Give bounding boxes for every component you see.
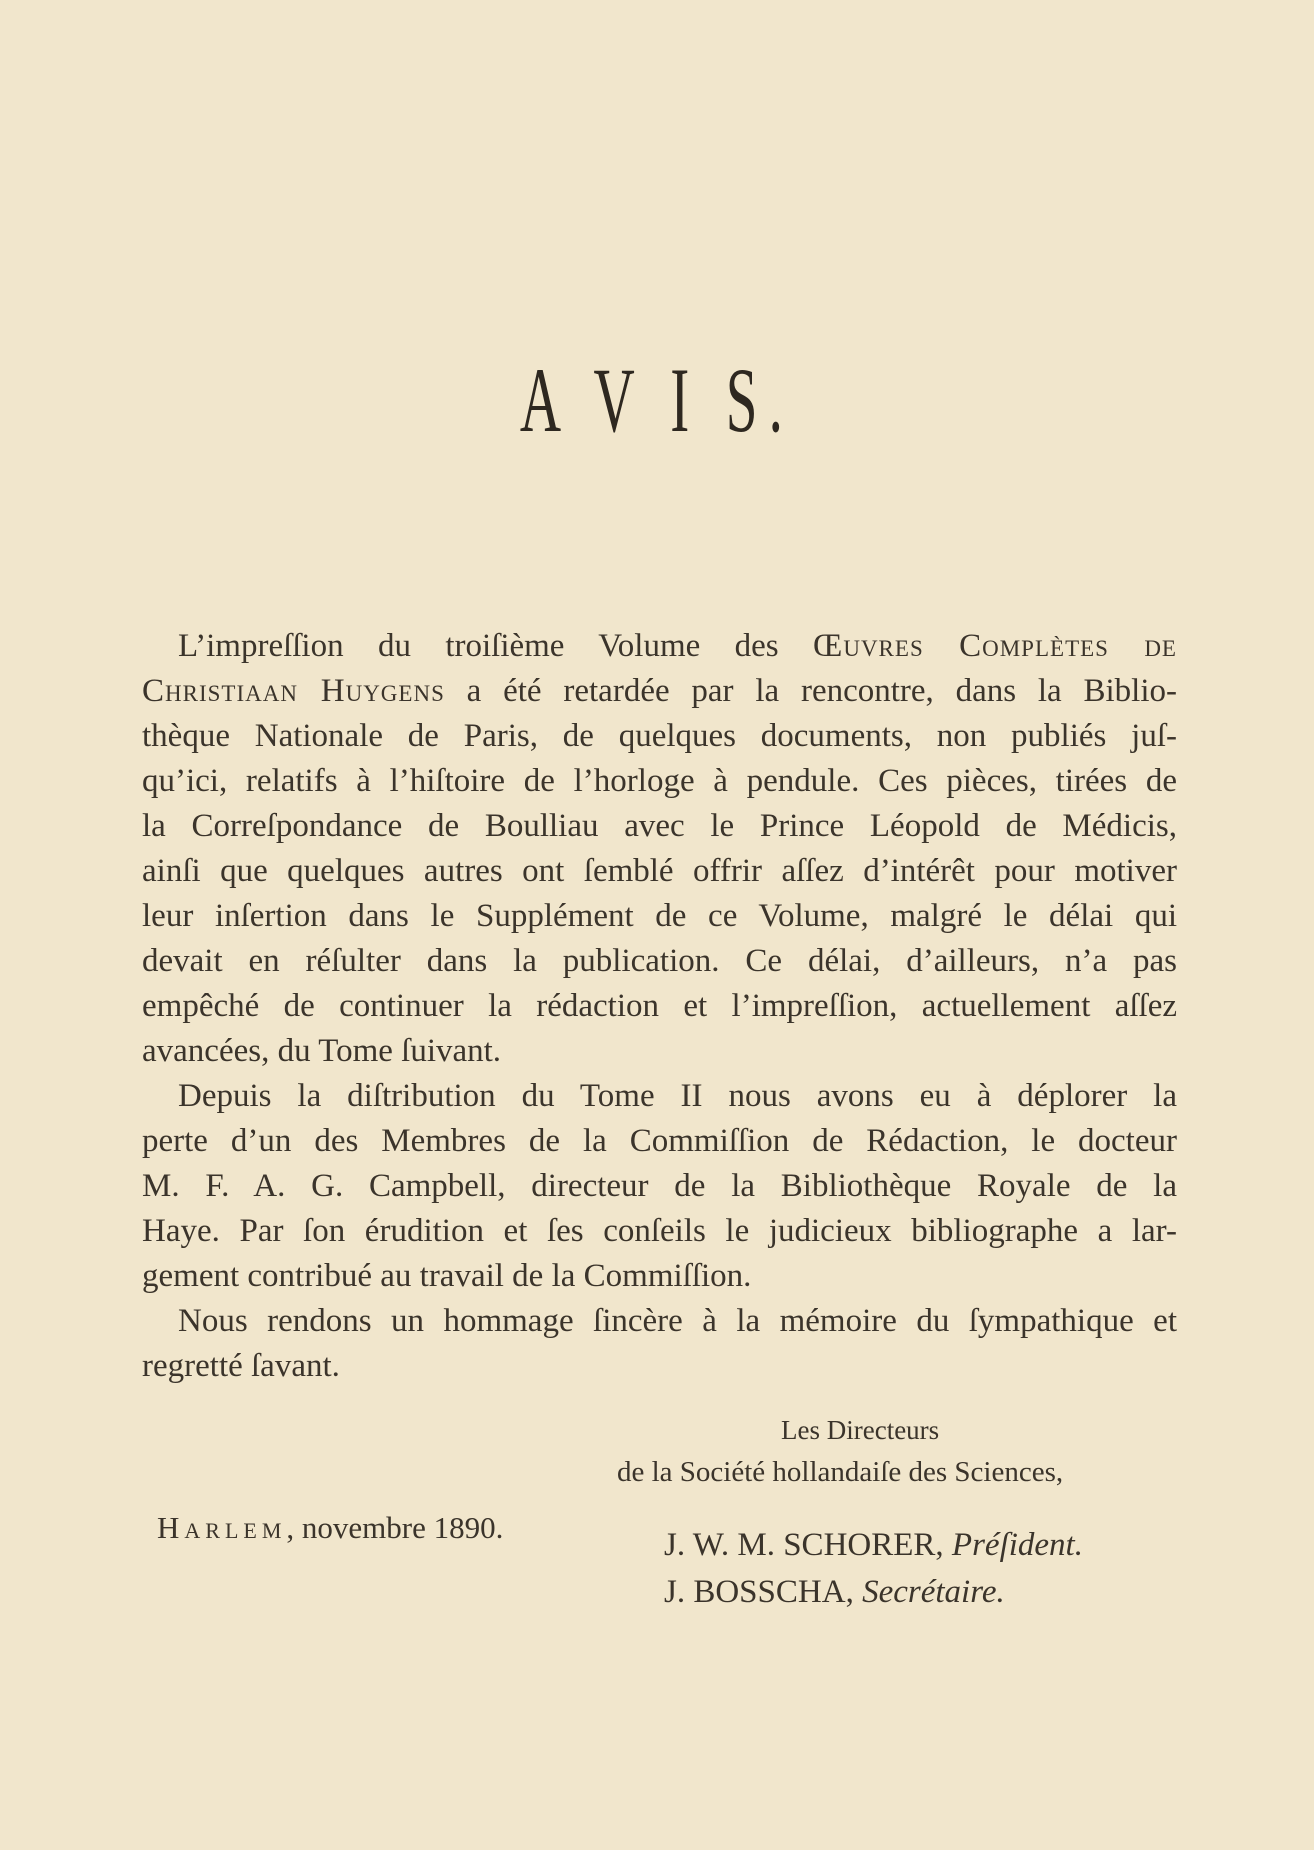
signature-heading-directors: Les Directeurs — [781, 1415, 940, 1445]
text-segment: Nous rendons un hommage ſincère à la mémoire du ſympathique et — [178, 1303, 1177, 1339]
body-text — [142, 624, 1177, 1389]
text-line — [142, 804, 1177, 849]
text-segment: perte d’un des Membres de la Commiſſion de Rédaction, le docteur — [142, 1123, 1177, 1159]
text-line — [142, 1299, 1177, 1344]
secretary-name: J. BOSSCHA, — [664, 1574, 863, 1610]
text-line — [142, 984, 1177, 1029]
text-line — [142, 759, 1177, 804]
signatory-president — [664, 1527, 1083, 1564]
text-line — [142, 1344, 1177, 1389]
secretary-role: Secrétaire. — [862, 1574, 1005, 1610]
text-line — [142, 1254, 1177, 1299]
small-caps-text: Christiaan Huygens — [142, 673, 445, 709]
text-line — [142, 939, 1177, 984]
text-segment: regretté ſavant. — [142, 1348, 340, 1384]
text-segment: Haye. Par ſon érudition et ſes conſeils le judicieux bibliographe a lar- — [142, 1213, 1177, 1249]
paragraph — [142, 1074, 1177, 1299]
paragraph — [142, 1299, 1177, 1389]
place: Harlem — [157, 1510, 287, 1545]
text-line — [142, 624, 1177, 669]
text-segment: L’impreſſion du troiſième Volume des — [178, 628, 813, 664]
signatory-secretary — [664, 1574, 1005, 1611]
text-line — [142, 894, 1177, 939]
text-line — [142, 1209, 1177, 1254]
text-line — [142, 1164, 1177, 1209]
president-name: J. W. M. SCHORER, — [664, 1527, 952, 1563]
small-caps-text: Œuvres Complètes de — [813, 628, 1177, 664]
text-segment: ainſi que quelques autres ont ſemblé offrir aſſez d’intérêt pour motiver — [142, 853, 1177, 889]
text-segment: M. F. A. G. Campbell, directeur de la Bibliothèque Royale de la — [142, 1168, 1177, 1204]
text-segment: la Correſpondance de Boulliau avec le Prince Léopold de Médicis, — [142, 808, 1177, 844]
text-segment: a été retardée par la rencontre, dans la Biblio- — [444, 673, 1178, 709]
text-segment: devait en réſulter dans la publication. Ce délai, d’ailleurs, n’a pas — [142, 943, 1177, 979]
text-segment: qu’ici, relatifs à l’hiſtoire de l’horloge à pendule. Ces pièces, tirées de — [142, 763, 1177, 799]
text-segment: Depuis la diſtribution du Tome II nous avons eu à déplorer la — [178, 1078, 1177, 1114]
text-segment: leur inſertion dans le Supplément de ce Volume, malgré le délai qui — [142, 898, 1177, 934]
text-segment: thèque Nationale de Paris, de quelques documents, non publiés juſ- — [142, 718, 1177, 754]
text-segment: avancées, du Tome ſuivant. — [142, 1033, 502, 1069]
text-line — [142, 669, 1177, 714]
signature-heading-society: de la Société hollandaiſe des Sciences, — [617, 1456, 1064, 1488]
text-line — [142, 1119, 1177, 1164]
date: , novembre 1890. — [286, 1510, 504, 1545]
text-segment: gement contribué au travail de la Commiſſion. — [142, 1258, 752, 1294]
page-title: A V I S. — [519, 349, 795, 451]
president-role: Préſident. — [951, 1527, 1083, 1563]
text-line — [142, 849, 1177, 894]
text-line — [142, 1074, 1177, 1119]
text-line — [142, 714, 1177, 759]
text-line — [142, 1029, 1177, 1074]
place-date — [157, 1510, 503, 1546]
paragraph — [142, 624, 1177, 1074]
text-segment: empêché de continuer la rédaction et l’impreſſion, actuellement aſſez — [142, 988, 1177, 1024]
